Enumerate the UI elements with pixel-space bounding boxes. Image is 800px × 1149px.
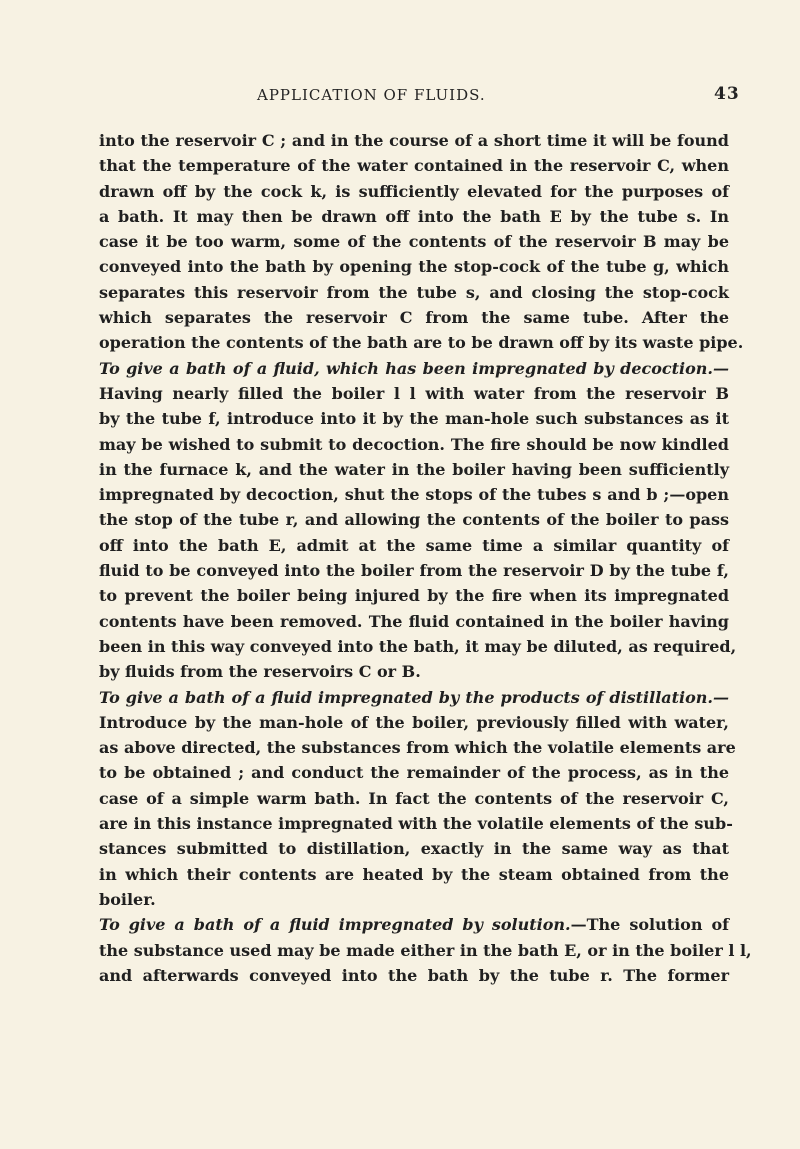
text-line: case of a simple warm bath. In fact the contents of the reservoir C, bbox=[99, 788, 729, 808]
paragraph-2 bbox=[99, 356, 737, 685]
text-line: to be obtained ; and conduct the remainder of the process, as in the bbox=[99, 763, 729, 783]
text-line: a bath. It may then be drawn off into the bath E by the tube s. In bbox=[99, 206, 729, 226]
text-line: operation the contents of the bath are to be drawn off by its waste pipe. bbox=[99, 333, 744, 353]
text-line: contents have been removed. The fluid contained in the boiler having bbox=[99, 611, 729, 631]
text-line: and afterwards conveyed into the bath by the tube r. The former bbox=[99, 965, 729, 985]
text-line: that the temperature of the water contained in the reservoir C, when bbox=[99, 156, 729, 176]
text-line: the substance used may be made either in the bath E, or in the boiler l l, bbox=[99, 940, 752, 960]
text-line: conveyed into the bath by opening the stop-cock of the tube g, which bbox=[99, 257, 729, 277]
running-head bbox=[0, 84, 800, 110]
text-run: —The solution of bbox=[570, 915, 730, 935]
text-line: drawn off by the cock k, is sufficiently elevated for the purposes of bbox=[99, 181, 729, 201]
text-line: fluid to be conveyed into the boiler from the reservoir D by the tube f, bbox=[99, 561, 729, 581]
text-line: case it be too warm, some of the contents of the reservoir B may be bbox=[99, 232, 729, 252]
text-line: by the tube f, introduce into it by the man-hole such substances as it bbox=[99, 409, 729, 429]
text-line: Introduce by the man-hole of the boiler, previously filled with water, bbox=[99, 712, 729, 732]
running-title: APPLICATION OF FLUIDS. bbox=[257, 86, 486, 104]
page-number: 43 bbox=[714, 84, 740, 104]
text-line: impregnated by decoction, shut the stops of the tubes s and b ;—open bbox=[99, 485, 729, 505]
text-line: in the furnace k, and the water in the boiler having been sufficiently bbox=[99, 459, 729, 479]
text-line: are in this instance impregnated with the volatile elements of the sub- bbox=[99, 814, 733, 834]
paragraph-1 bbox=[99, 128, 744, 356]
section-heading: To give a bath of a fluid impregnated by the products of distillation.— bbox=[99, 687, 729, 707]
text-line: to prevent the boiler being injured by the fire when its impregnated bbox=[99, 586, 729, 606]
text-line: as above directed, the substances from which the volatile elements are bbox=[99, 738, 736, 758]
paragraph-4 bbox=[99, 912, 752, 988]
text-line: been in this way conveyed into the bath, it may be diluted, as required, bbox=[99, 636, 737, 656]
body-text bbox=[99, 128, 752, 988]
text-line: off into the bath E, admit at the same time a similar quantity of bbox=[99, 535, 729, 555]
text-line-with-heading bbox=[99, 912, 729, 937]
text-line: into the reservoir C ; and in the course of a short time it will be found bbox=[99, 131, 729, 150]
text-line: which separates the reservoir C from the same tube. After the bbox=[99, 308, 729, 328]
text-line: may be wished to submit to decoction. The fire should be now kindled bbox=[99, 434, 729, 454]
text-line: in which their contents are heated by the steam obtained from the bbox=[99, 864, 729, 884]
section-heading: To give a bath of a fluid impregnated by solution. bbox=[99, 915, 571, 935]
section-heading: To give a bath of a fluid, which has been impregnated by decoction.— bbox=[99, 358, 729, 378]
paragraph-3 bbox=[99, 685, 736, 913]
text-line: Having nearly filled the boiler l l with water from the reservoir B bbox=[99, 383, 729, 403]
text-line: separates this reservoir from the tube s, and closing the stop-cock bbox=[99, 282, 729, 302]
text-line: by fluids from the reservoirs C or B. bbox=[99, 662, 421, 682]
text-line: stances submitted to distillation, exactly in the same way as that bbox=[99, 839, 729, 859]
text-line: the stop of the tube r, and allowing the contents of the boiler to pass bbox=[99, 510, 729, 530]
text-line: boiler. bbox=[99, 889, 156, 909]
